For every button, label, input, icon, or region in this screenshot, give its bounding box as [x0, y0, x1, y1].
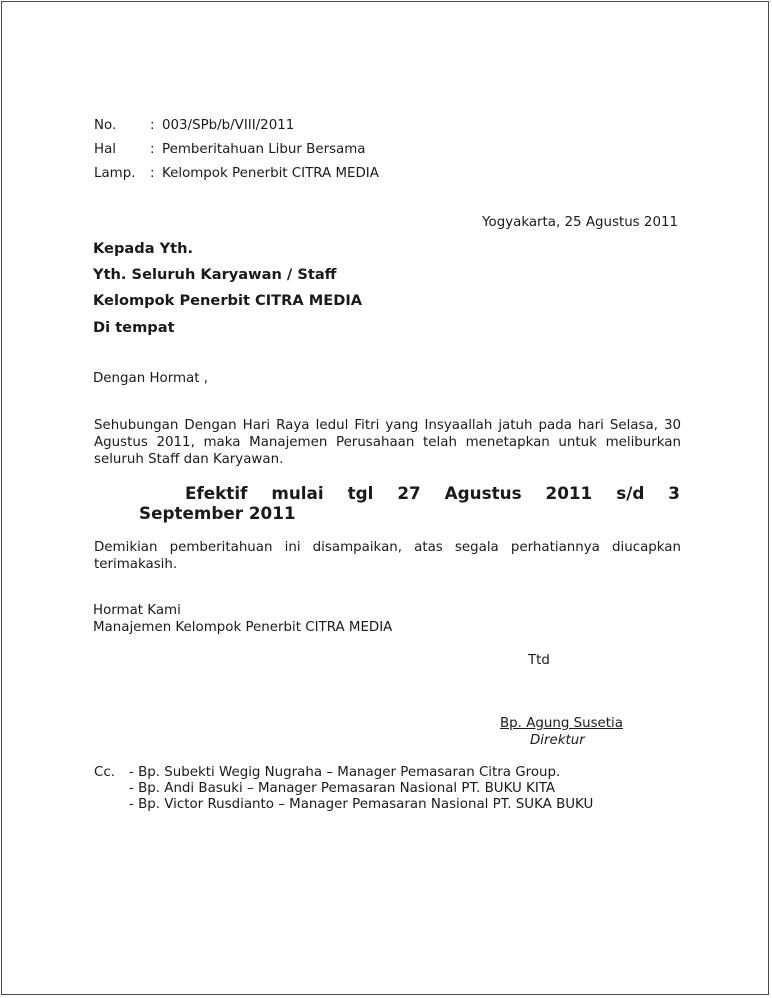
header-colon: : [150, 142, 155, 157]
salutation: Dengan Hormat , [93, 371, 209, 386]
body-line: Demikian pemberitahuan ini disampaikan, atas segala perhatiannya diucapkan [94, 540, 681, 555]
letter-page [1, 1, 769, 995]
recipient-line: Kelompok Penerbit CITRA MEDIA [93, 292, 363, 309]
header-label: Lamp. [94, 166, 136, 181]
body-line: Agustus 2011, maka Manajemen Perusahaan telah menetapkan untuk meliburkan [94, 435, 681, 450]
cc-label: Cc. [94, 765, 115, 780]
header-value: 003/SPb/b/VIII/2011 [162, 118, 295, 133]
body-paragraph-1 [94, 417, 681, 468]
body-line: seluruh Staff dan Karyawan. [94, 452, 284, 467]
header-colon: : [150, 118, 155, 133]
recipient-line: Kepada Yth. [93, 240, 194, 257]
header-label: Hal [94, 142, 116, 157]
cc-item: - Bp. Victor Rusdianto – Manager Pemasaran Nasional PT. SUKA BUKU [129, 797, 594, 812]
closing-line: Manajemen Kelompok Penerbit CITRA MEDIA [93, 620, 393, 635]
cc-item: - Bp. Andi Basuki – Manager Pemasaran Nasional PT. BUKU KITA [129, 781, 556, 796]
closing-line: Hormat Kami [93, 603, 181, 618]
recipient-line: Di tempat [93, 319, 175, 336]
place-date: Yogyakarta, 25 Agustus 2011 [482, 215, 678, 230]
body-line: terimakasih. [94, 557, 178, 572]
header-value: Kelompok Penerbit CITRA MEDIA [162, 166, 379, 181]
cc-item: - Bp. Subekti Wegig Nugraha – Manager Pemasaran Citra Group. [129, 765, 561, 780]
signature-mark: Ttd [528, 653, 550, 668]
header-label: No. [94, 118, 117, 133]
header-colon: : [150, 166, 155, 181]
signer-name: Bp. Agung Susetia [500, 716, 623, 731]
effective-date-line: Efektif mulai tgl 27 Agustus 2011 s/d 3 [185, 483, 680, 503]
body-line: Sehubungan Dengan Hari Raya Iedul Fitri yang Insyaallah jatuh pada hari Selasa, 30 [94, 418, 681, 433]
header-value: Pemberitahuan Libur Bersama [162, 142, 366, 157]
effective-date-line: September 2011 [139, 503, 296, 523]
signer-title: Direktur [530, 733, 585, 748]
body-paragraph-2 [94, 539, 681, 573]
recipient-line: Yth. Seluruh Karyawan / Staff [93, 266, 337, 283]
